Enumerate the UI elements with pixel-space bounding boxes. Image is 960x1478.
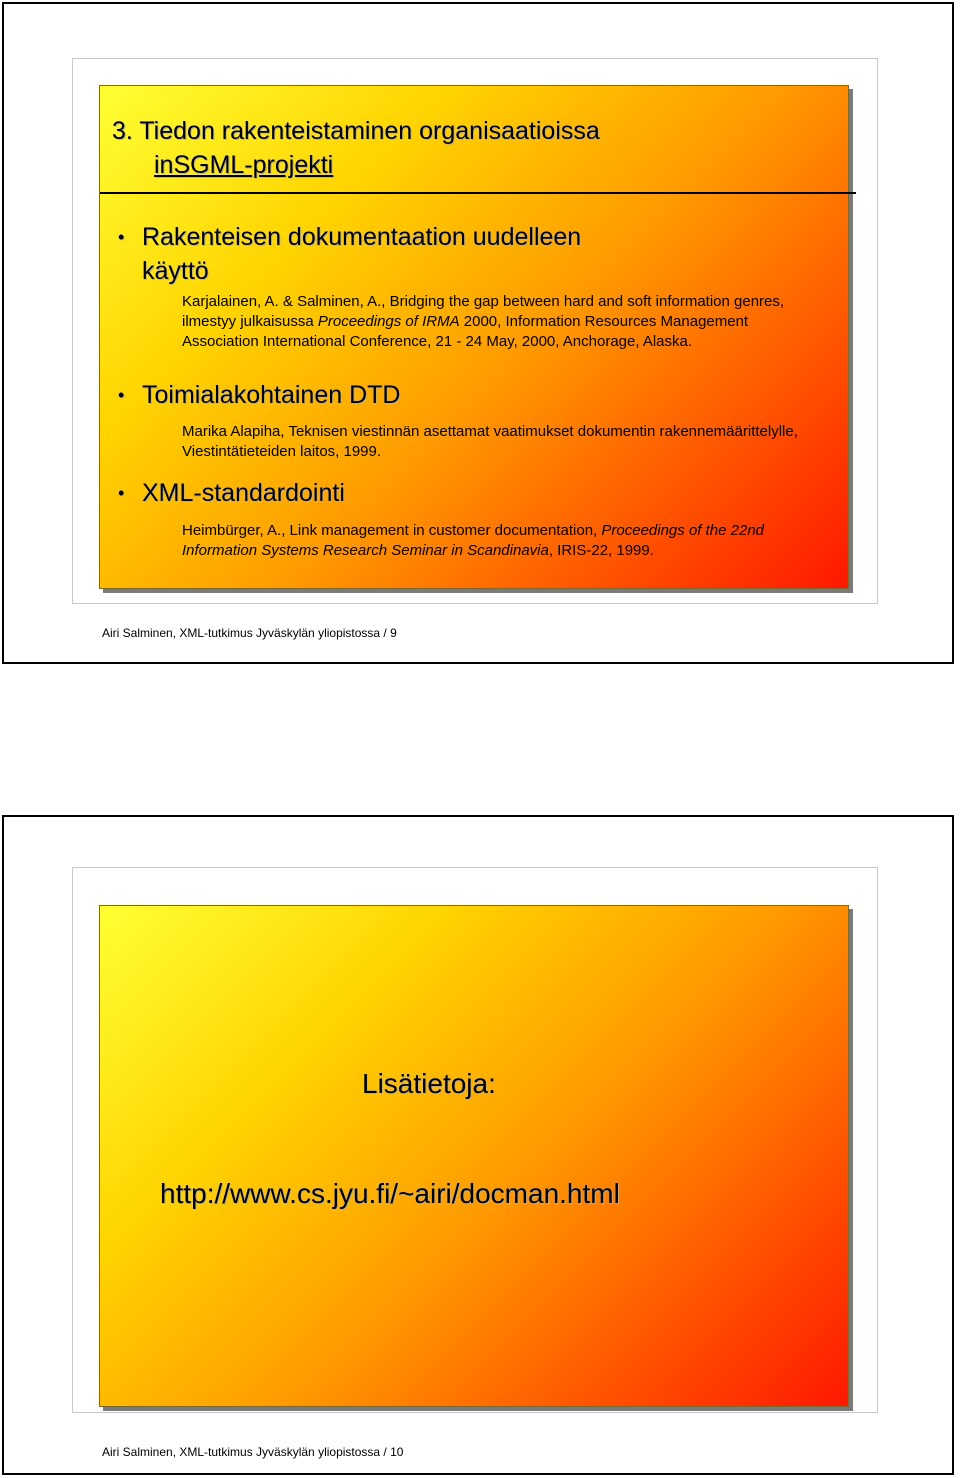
reference-1-authors: Karjalainen, A. & Salminen, A., Bridging the gap between hard and soft information genres, ilmestyy julkaisussa xyxy=(182,293,785,330)
slide-title xyxy=(112,114,600,182)
page-footer: Airi Salminen, XML-tutkimus Jyväskylän yliopistossa / 10 xyxy=(102,1445,404,1459)
bullet-3-text: XML-standardointi xyxy=(142,479,345,507)
slide-frame xyxy=(72,867,878,1413)
reference-1 xyxy=(182,292,802,352)
info-heading: Lisätietoja: xyxy=(362,1068,496,1099)
reference-3 xyxy=(182,521,802,561)
bullet-1-text-line2: käyttö xyxy=(142,257,209,285)
info-url: http://www.cs.jyu.fi/~airi/docman.html xyxy=(160,1178,620,1209)
title-divider xyxy=(100,192,856,194)
reference-3-details: , IRIS-22, 1999. xyxy=(548,542,654,559)
title-line-2: inSGML-projekti xyxy=(154,151,334,179)
reference-1-venue: Proceedings of IRMA xyxy=(317,313,460,330)
title-line-1: 3. Tiedon rakenteistaminen organisaatioissa xyxy=(112,117,600,145)
slide-9 xyxy=(99,85,849,589)
bullet-3 xyxy=(118,476,345,510)
page-2 xyxy=(2,815,954,1475)
reference-1-details: 2000, Information Resources Management Association International Conference, 21 - 24 May, 2000, Anchorage, Alaska. xyxy=(182,313,749,350)
reference-2-text: Marika Alapiha, Teknisen viestinnän asettamat vaatimukset dokumentin rakennemäärittelylle, Viestintätieteiden laitos, 1999. xyxy=(182,423,798,460)
bullet-dot-icon: • xyxy=(118,227,125,247)
page-footer: Airi Salminen, XML-tutkimus Jyväskylän yliopistossa / 9 xyxy=(102,626,397,640)
bullet-1-text: Rakenteisen dokumentaation uudelleen xyxy=(142,223,582,251)
bullet-2 xyxy=(118,378,400,412)
bullet-2-text: Toimialakohtainen DTD xyxy=(142,381,401,409)
page-1 xyxy=(2,2,954,664)
reference-3-authors: Heimbürger, A., Link management in customer documentation, xyxy=(182,522,602,539)
bullet-1 xyxy=(118,220,581,288)
slide-10 xyxy=(99,905,849,1407)
bullet-dot-icon: • xyxy=(118,483,125,503)
slide-frame xyxy=(72,58,878,604)
bullet-dot-icon: • xyxy=(118,385,125,405)
reference-3-venue: Proceedings of the 22nd Information Systems Research Seminar in Scandinavia xyxy=(182,522,765,559)
reference-2 xyxy=(182,422,802,462)
